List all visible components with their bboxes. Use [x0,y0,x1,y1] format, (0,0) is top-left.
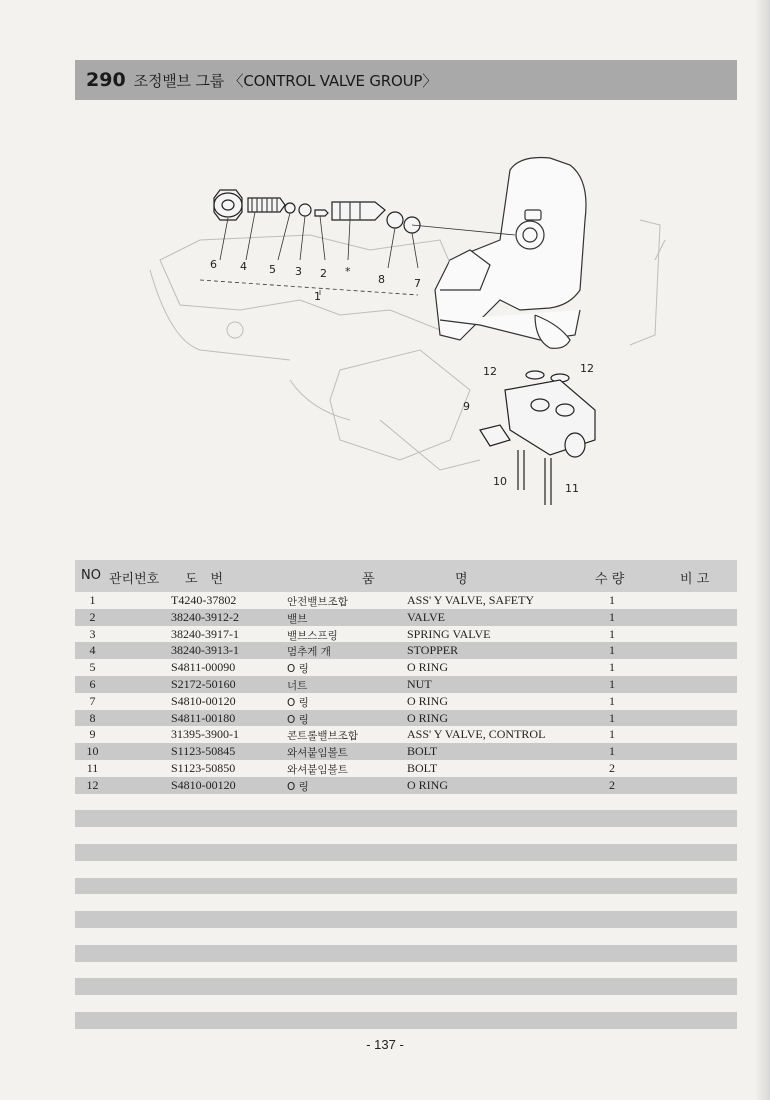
section-header [75,60,737,100]
table-row: 7 S4810-00120 O 링 O RING 1 [89,693,615,709]
empty-row [75,978,737,995]
table-row: 4 38240-3913-1 멈추게 개 STOPPER 1 [75,642,737,659]
callout-11: 11 [565,482,579,495]
empty-row [75,878,737,895]
callout-9: 9 [463,400,470,413]
empty-row [75,945,737,962]
callout-12-right: 12 [580,362,594,375]
empty-row [75,861,737,878]
empty-row [75,1012,737,1029]
header-name-a: 품 [362,572,375,587]
empty-row [75,827,737,844]
callout-1: 1 [314,290,321,303]
callout-4: 4 [240,260,247,273]
table-row: 9 31395-3900-1 콘트롤밸브조합 ASS' Y VALVE, CONTROL 1 [89,727,615,743]
table-row: 10 S1123-50845 와셔붙임볼트 BOLT 1 [75,743,737,760]
relief-valve-parts [214,190,420,233]
header-no: NO [81,568,101,583]
header-remarks: 비 고 [680,572,710,587]
page-number: - 137 - [366,1037,404,1052]
empty-row [75,911,737,928]
header-mgmt-no: 관리번호 [109,572,160,587]
header-drawing-no: 도 번 [185,572,224,587]
table-row: 3 38240-3917-1 밸브스프링 SPRING VALVE 1 [89,626,615,642]
callout-2: 2 [320,267,327,280]
parts-table [75,560,737,1029]
section-title: 조정밸브 그룹 〈CONTROL VALVE GROUP〉 [133,71,438,90]
empty-row [75,962,737,979]
empty-row [75,894,737,911]
table-row: 6 S2172-50160 너트 NUT 1 [75,676,737,693]
header-name-b: 명 [455,572,468,587]
table-row: 8 S4811-00180 O 링 O RING 1 [75,710,737,727]
callout-star: * [345,265,351,278]
parts-table-header [75,560,737,592]
empty-row [75,810,737,827]
section-number: 290 [86,69,126,91]
page-edge [756,0,770,1100]
valve-body-housing [435,158,586,349]
empty-row [75,995,737,1012]
callout-12-left: 12 [483,365,497,378]
callout-10: 10 [493,475,507,488]
table-row: 1 T4240-37802 안전밸브조합 ASS' Y VALVE, SAFETY 1 [89,593,615,608]
empty-row [75,844,737,861]
table-row: 12 S4810-00120 O 링 O RING 2 [75,777,737,794]
callout-8: 8 [378,273,385,286]
callout-7: 7 [414,277,421,290]
table-row: 5 S4811-00090 O 링 O RING 1 [89,660,615,676]
empty-row [75,794,737,811]
callout-5: 5 [269,263,276,276]
table-row: 11 S1123-50850 와셔붙임볼트 BOLT 2 [86,760,615,776]
header-qty: 수 량 [595,572,625,587]
empty-row [75,928,737,945]
table-row: 2 38240-3912-2 밸브 VALVE 1 [75,609,737,626]
exploded-parts-diagram [140,140,680,520]
callout-6: 6 [210,258,217,271]
callout-3: 3 [295,265,302,278]
